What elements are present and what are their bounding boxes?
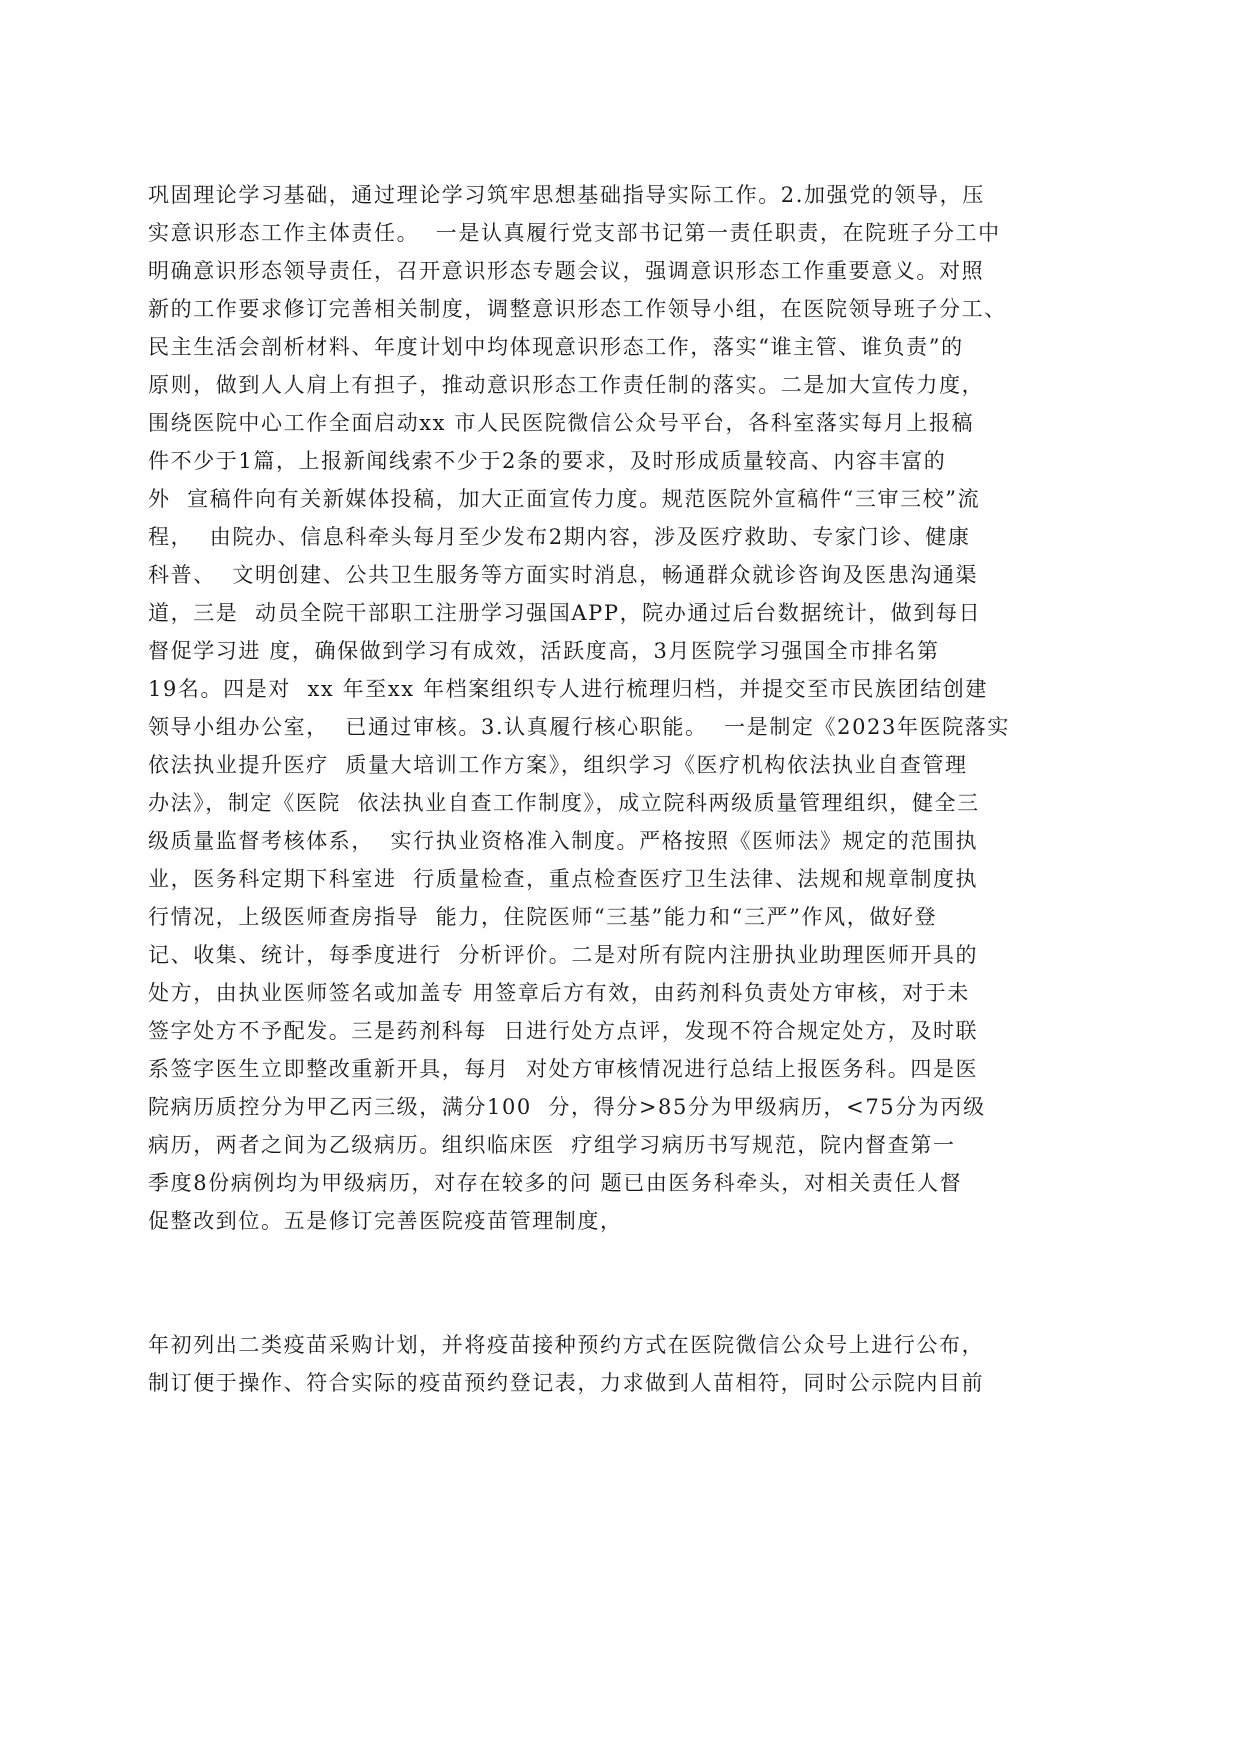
text-line: 病历，两者之间为乙级病历。组织临床医 疗组学习病历书写规范，院内督查第一	[148, 1133, 956, 1157]
text-line: 系签字医生立即整改重新开具，每月 对处方审核情况进行总结上报医务科。四是医	[148, 1057, 979, 1081]
paragraph-1	[148, 176, 1088, 1240]
text-line: 记、收集、统计，每季度进行 分析评价。二是对所有院内注册执业助理医师开具的	[148, 943, 979, 967]
text-line: 制订便于操作、符合实际的疫苗预约登记表，力求做到人苗相符，同时公示院内目前	[148, 1371, 985, 1395]
text-line: 巩固理论学习基础，通过理论学习筑牢思想基础指导实际工作。2.加强党的领导，压	[148, 183, 985, 207]
text-line: 实意识形态工作主体责任。 一是认真履行党支部书记第一责任职责，在院班子分工中	[148, 221, 1001, 245]
text-line: 级质量监督考核体系， 实行执业资格准入制度。严格按照《医师法》规定的范围执	[148, 829, 979, 853]
text-line: 科普、 文明创建、公共卫生服务等方面实时消息，畅通群众就诊咨询及医患沟通渠	[148, 563, 979, 587]
text-line: 道，三是 动员全院干部职工注册学习强国APP，院办通过后台数据统计，做到每日	[148, 601, 982, 625]
text-line: 19名。四是对 xx 年至xx 年档案组织专人进行梳理归档，并提交至市民族团结创建	[148, 677, 988, 701]
text-line: 件不少于1篇，上报新闻线索不少于2条的要求，及时形成质量较高、内容丰富的	[148, 449, 947, 473]
text-line: 签字处方不予配发。三是药剂科每 日进行处方点评，发现不符合规定处方，及时联	[148, 1019, 979, 1043]
text-line: 年初列出二类疫苗采购计划，并将疫苗接种预约方式在医院微信公众号上进行公布，	[148, 1333, 985, 1357]
text-line: 领导小组办公室， 已通过审核。3.认真履行核心职能。 一是制定《2023年医院落实	[148, 715, 1010, 739]
text-line: 院病历质控分为甲乙丙三级，满分100 分，得分>85分为甲级病历，<75分为丙级	[148, 1095, 986, 1119]
text-line: 民主生活会剖析材料、年度计划中均体现意识形态工作，落实“谁主管、谁负责”的	[148, 335, 964, 359]
text-line: 原则，做到人人肩上有担子，推动意识形态工作责任制的落实。二是加大宣传力度，	[148, 373, 985, 397]
text-line: 促整改到位。五是修订完善医院疫苗管理制度，	[148, 1209, 623, 1233]
text-line: 行情况，上级医师查房指导 能力，住院医师“三基”能力和“三严”作风，做好登	[148, 905, 938, 929]
text-line: 明确意识形态领导责任，召开意识形态专题会议，强调意识形态工作重要意义。对照	[148, 259, 985, 283]
paragraph-2	[148, 1326, 1088, 1402]
text-line: 处方，由执业医师签名或加盖专 用签章后方有效，由药剂科负责处方审核，对于未	[148, 981, 970, 1005]
text-line: 督促学习进 度，确保做到学习有成效，活跃度高，3月医院学习强国全市排名第	[148, 639, 940, 663]
text-line: 季度8份病例均为甲级病历，对存在较多的问 题已由医务科牵头，对相关责任人督	[148, 1171, 963, 1195]
text-line: 程， 由院办、信息科牵头每月至少发布2期内容，涉及医疗救助、专家门诊、健康	[148, 525, 971, 549]
text-line: 办法》，制定《医院 依法执业自查工作制度》，成立院科两级质量管理组织，健全三	[148, 791, 980, 815]
text-line: 外 宣稿件向有关新媒体投稿，加大正面宣传力度。规范医院外宣稿件“三审三校”流	[148, 487, 981, 511]
text-line: 围绕医院中心工作全面启动xx 市人民医院微信公众号平台，各科室落实每月上报稿	[148, 411, 975, 435]
text-line: 业，医务科定期下科室进 行质量检查，重点检查医疗卫生法律、法规和规章制度执	[148, 867, 979, 891]
text-line: 依法执业提升医疗 质量大培训工作方案》，组织学习《医疗机构依法执业自查管理	[148, 753, 968, 777]
text-line: 新的工作要求修订完善相关制度，调整意识形态工作领导小组，在医院领导班子分工、	[148, 297, 1007, 321]
